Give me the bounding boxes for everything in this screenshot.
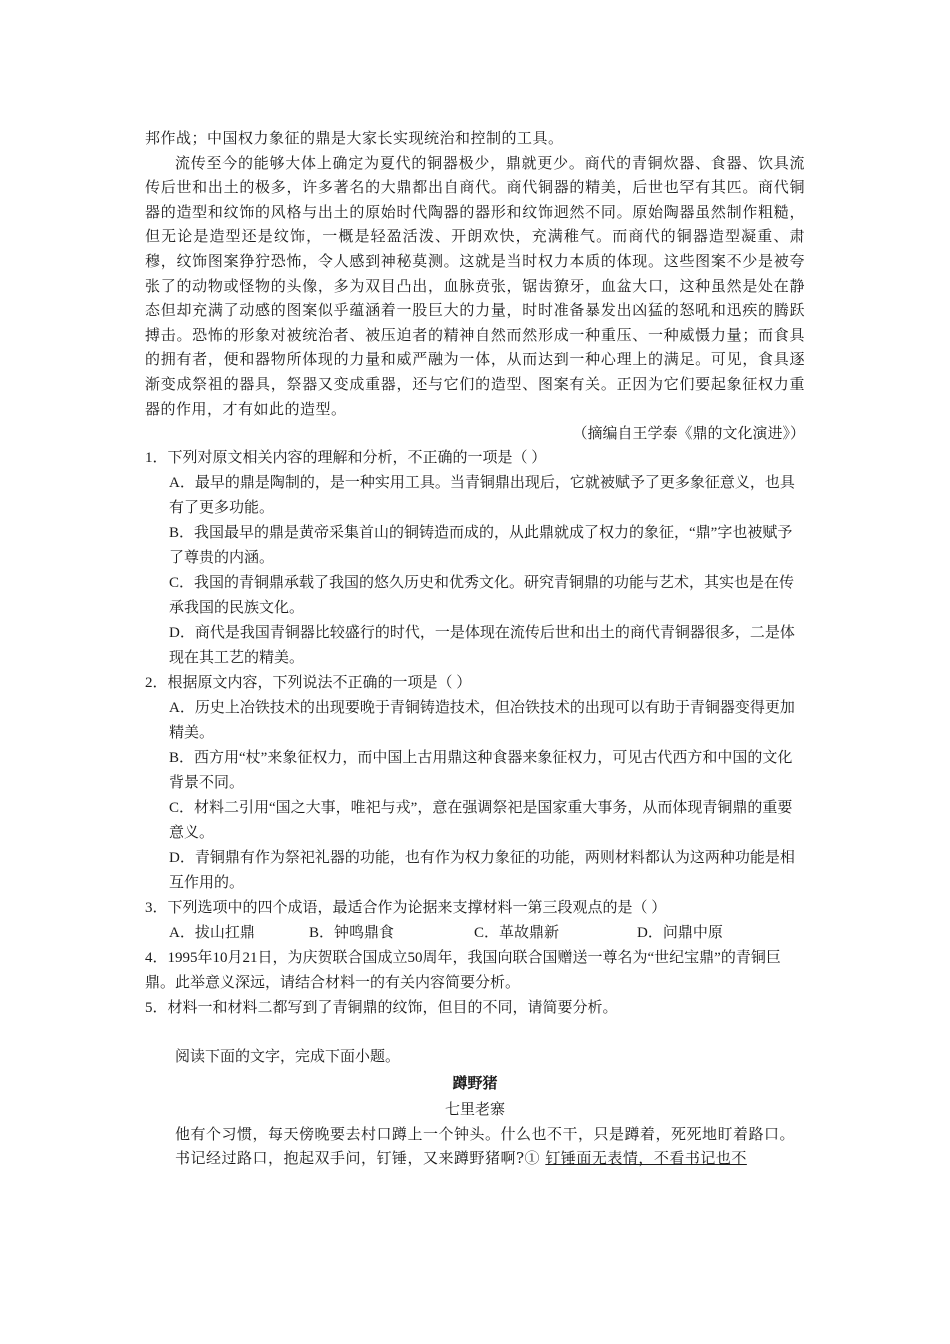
passage1-paragraph-1: 流传至今的能够大体上确定为夏代的铜器极少，鼎就更少。商代的青铜炊器、食器、饮具流传后世和出土的极多，许多著名的大鼎都出自商代。商代铜器的精美，后世也罕有其匹。商代铜器的造型和纹饰的风格与出土的原始时代陶器的器形和纹饰迥然不同。原始陶器虽然制作粗糙，但无论是造型还是纹饰，一概是轻盈活泼、开朗欢快，充满稚气。而商代的铜器造型凝重、肃穆，纹饰图案狰狞恐怖，令人感到神秘莫测。这就是当时权力本质的体现。这些图案不少是被夸张了的动物或怪物的头像，多为双目凸出，血脉贲张，锯齿獠牙，血盆大口，这种虽然是处在静态但却充满了动感的图案似乎蕴涵着一股巨大的力量，时时准备暴发出凶猛的怒吼和迅疾的腾跃搏击。恐怖的形象对被统治者、被压迫者的精神自然而然形成一种重压、一种威慑力量；而食具的拥有者，便和器物所体现的力量和威严融为一体，从而达到一种心理上的满足。可见，食具逐渐变成祭祖的器具，祭器又变成重器，还与它们的造型、图案有关。正因为它们要起象征权力重器的作用，才有如此的造型。: [145, 153, 805, 418]
question-stem: 3．下列选项中的四个成语，最适合作为论据来支撑材料一第三段观点的是（ ）: [145, 899, 667, 916]
option-b: B．我国最早的鼎是黄帝采集首山的铜铸造而成的，从此鼎就成了权力的象征，“鼎”字也被赋予了尊贵的内涵。: [169, 524, 793, 566]
option-d: D．青铜鼎有作为祭祀礼器的功能，也有作为权力象征的功能，两则材料都认为这两种功能是相互作用的。: [169, 849, 795, 891]
question-stem: 2．根据原文内容，下列说法不正确的一项是（ ）: [145, 674, 472, 691]
passage2-title: 蹲野猪: [452, 1073, 498, 1092]
option-c: C．我国的青铜鼎承载了我国的悠久历史和优秀文化。研究青铜鼎的功能与艺术，其实也是在传承我国的民族文化。: [169, 574, 795, 616]
passage1-paragraph-0: 邦作战；中国权力象征的鼎是大家长实现统治和控制的工具。: [145, 129, 564, 147]
option-a: A．历史上冶铁技术的出现要晚于青铜铸造技术，但冶铁技术的出现可以有助于青铜器变得更加精美。: [169, 699, 795, 741]
passage2-intro: 阅读下面的文字，完成下面小题。: [175, 1048, 401, 1065]
question-4: 4．1995年10月21日，为庆贺联合国成立50周年，我国向联合国赠送一尊名为“世纪宝鼎”的青铜巨鼎。此举意义深远，请结合材料一的有关内容简要分析。: [145, 949, 781, 991]
document-content: [145, 124, 805, 1171]
question-1: [145, 446, 805, 671]
option-c: C．材料二引用“国之大事，唯祀与戎”，意在强调祭祀是国家重大事务，从而体现青铜鼎的重要意义。: [169, 799, 793, 841]
options-row: [169, 921, 805, 946]
underlined-text: 钉锤面无表情，不看书记也不: [545, 1149, 747, 1168]
option-a: A．拔山扛鼎: [169, 924, 255, 941]
annotation-marker: ①: [524, 1149, 541, 1168]
passage2-paragraph-1: 他有个习惯，每天傍晚要去村口蹲上一个钟头。什么也不干，只是蹲着，死死地盯着路口。: [175, 1124, 796, 1143]
passage1-source: （摘编自王学泰《鼎的文化演进》）: [572, 424, 805, 443]
option-b: B．西方用“杖”来象征权力，而中国上古用鼎这种食器来象征权力，可见古代西方和中国的文化背景不同。: [169, 749, 793, 791]
question-5: 5．材料一和材料二都写到了青铜鼎的纹饰，但目的不同，请简要分析。: [145, 999, 618, 1016]
spacer: [145, 1021, 805, 1045]
option-a: A．最早的鼎是陶制的，是一种实用工具。当青铜鼎出现后，它就被赋予了更多象征意义，也具有了更多功能。: [169, 474, 795, 516]
passage2-author: 七里老寨: [444, 1099, 505, 1118]
question-stem: 1．下列对原文相关内容的理解和分析，不正确的一项是（ ）: [145, 449, 547, 466]
question-2: [145, 671, 805, 896]
option-d: D．问鼎中原: [637, 924, 723, 941]
option-d: D．商代是我国青铜器比较盛行的时代，一是体现在流传后世和出土的商代青铜器很多，二是体现在其工艺的精美。: [169, 624, 795, 666]
option-c: C．革故鼎新: [474, 924, 560, 941]
passage2-paragraph-2: [145, 1146, 805, 1171]
paragraph-text: 书记经过路口，抱起双手问，钉锤，又来蹲野猪啊?: [175, 1149, 525, 1168]
option-b: B．钟鸣鼎食: [309, 924, 395, 941]
question-3: [145, 896, 805, 946]
